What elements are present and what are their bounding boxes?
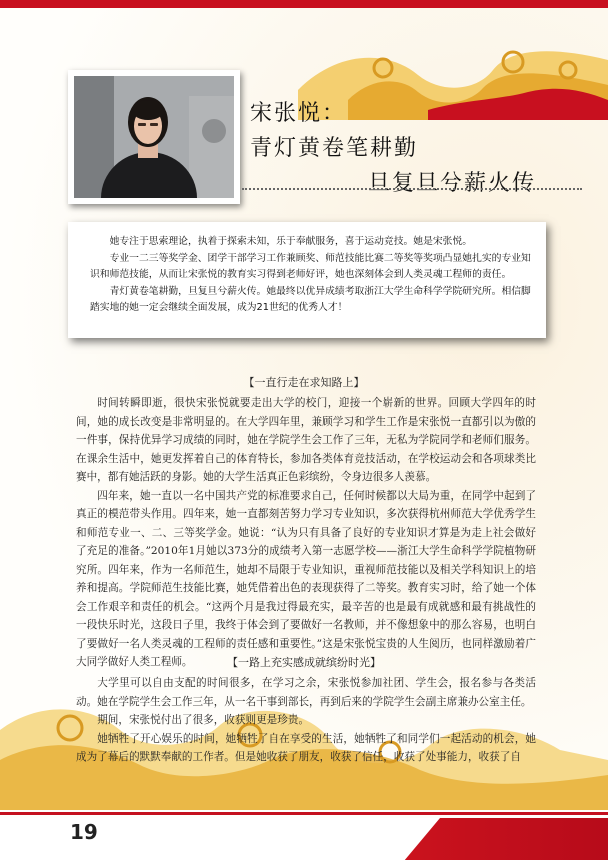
- page-number: 19: [70, 820, 98, 844]
- profile-title: [250, 96, 580, 197]
- section-body: [76, 394, 536, 672]
- profile-title-line2: 旦复旦兮薪火传: [368, 171, 537, 196]
- top-red-strip: [0, 0, 608, 8]
- body-paragraph: 期间，宋张悦付出了很多，收获则更是珍贵。: [97, 714, 310, 726]
- footer-rule: [0, 812, 608, 815]
- footer-panel: [0, 818, 440, 860]
- profile-title-line1: 青灯黄卷笔耕勤: [250, 136, 419, 161]
- section-body: [76, 674, 536, 767]
- portrait-illustration-icon: [74, 76, 234, 198]
- portrait-photo: [74, 76, 234, 198]
- intro-paragraph: 她专注于思索理论，执着于探索未知，乐于奉献服务，喜于运动竞技。她是宋张悦。: [109, 236, 473, 247]
- intro-paragraph: 青灯黄卷笔耕勤，旦复旦兮薪火传。她最终以优异成绩考取浙江大学生命科学学院研究所。相信脚踏实地的她一定会继续全面发展，成为21世纪的优秀人才！: [90, 285, 531, 313]
- section-heading: 【一路上充实感成就缤纷时光】: [227, 656, 381, 669]
- profile-name: 宋张悦：: [250, 101, 347, 126]
- body-paragraph: 她牺牲了开心娱乐的时间，她牺牲了自在享受的生活，她牺牲了和同学们一起活动的机会，她成为了幕后的默默奉献的工作者。但是她收获了朋友，收获了信任，收获了处事能力，收获了自: [76, 732, 536, 763]
- body-paragraph: 大学里可以自由支配的时间很多，在学习之余，宋张悦参加社团、学生会，报名参与各类活动。她在学院学生会工作三年，从一名干事到部长，再到后来的学院学生会副主席兼办公室主任。: [76, 677, 536, 708]
- body-paragraph: 四年来，她一直以一名中国共产党的标准要求自己，任何时候都以大局为重，在同学中起到了真正的模范带头作用。四年来，她一直都刻苦努力学习专业知识，多次获得杭州师范大学优秀学生和师范专业一、二、三等奖学金。她说：“认为只有具备了良好的专业知识才算是为走上社会做好了充足的准备。”2010年1月她以373分的成绩考入第一志愿学校——浙江大学生命科学学院植物研究所。四年来，作为一名师范生，她却不局限于专业知识，重视师范技能以及相关学科知识上的培养和提高。学院师范生技能比赛，她凭借着出色的表现获得了二等奖。教育实习时，给了她一个体会工作艰辛和责任的机会。“这两个月是我过得最充实，最辛苦的也是最有成就感和最有挑战性的一段快乐时光，这段日子里，我终于体会到了要做好一名教师，并不像想象中的那么容易，也明白了要做好一名人类灵魂的工程师的责任感和重要性。”这是宋张悦宝贵的人生阅历，也同样激励着广大同学做好人类工程师。: [76, 489, 536, 668]
- intro-paragraph: 专业一二三等奖学金、团学干部学习工作兼顾奖、师范技能比赛二等奖等奖项凸显她扎实的专业知识和师范技能，从而让宋张悦的教育实习得到老师好评，她也深刻体会到人类灵魂工程师的责任。: [90, 252, 531, 280]
- intro-box: [68, 222, 546, 338]
- portrait-photo-frame: [68, 70, 240, 204]
- title-divider: [242, 188, 582, 190]
- section-heading: 【一直行走在求知路上】: [243, 376, 365, 389]
- body-paragraph: 时间转瞬即逝，很快宋张悦就要走出大学的校门，迎接一个崭新的世界。回顾大学四年的时间，她的成长改变是非常明显的。在大学四年里，兼顾学习和学生工作是宋张悦一直都引以为傲的一件事，保持优异学习成绩的同时，她在学院学生会工作了三年，无私为学院同学和老师们服务。在课余生活中，她更发挥着自己的体育特长，参加各类体育竞技活动，在学校运动会和各项球类比赛中，都有她活跃的身影。她的大学生活真正色彩缤纷，令身边很多人羡慕。: [76, 397, 536, 483]
